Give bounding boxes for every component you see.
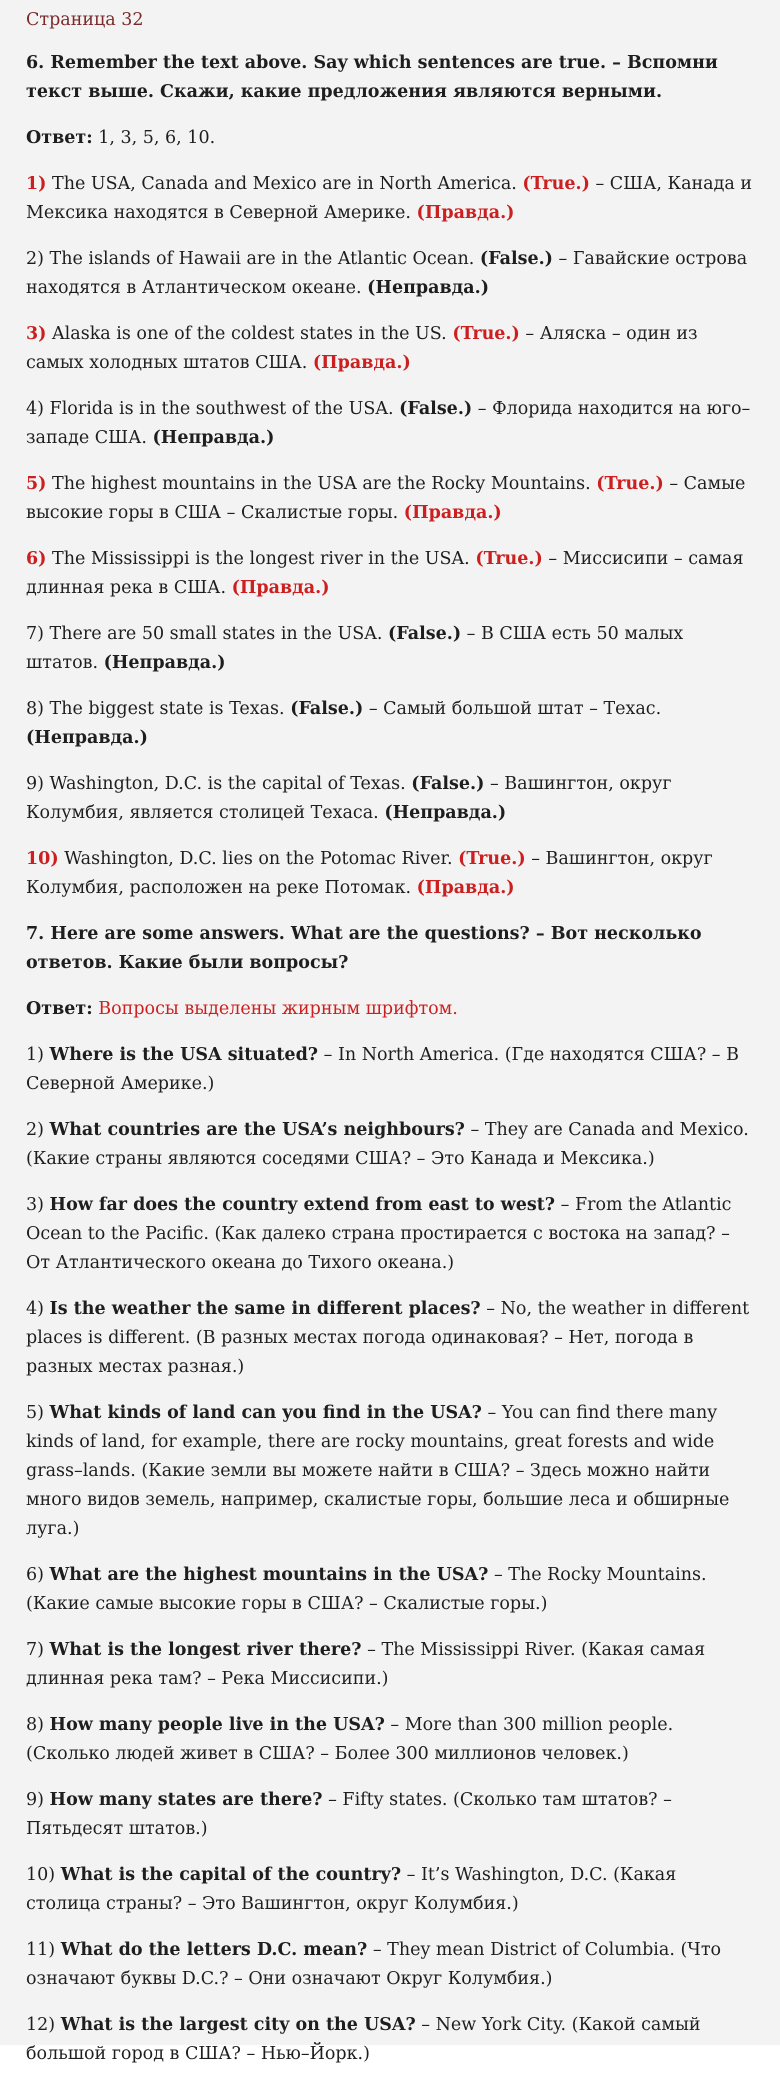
item-number: 4)	[26, 1299, 44, 1319]
question-text: What is the longest river there?	[49, 1640, 362, 1660]
translation-verdict: (Неправда.)	[152, 428, 275, 448]
answer-text: – More than 300 million people. (Сколько людей живет в США? – Более 300 миллионов человек.)	[26, 1715, 674, 1764]
answer-value: 1, 3, 5, 6, 10.	[98, 128, 216, 148]
answer-label: Ответ:	[26, 999, 93, 1019]
statement-item	[26, 845, 756, 903]
question-text: Where is the USA situated?	[49, 1045, 319, 1065]
translation-text: – Самый большой штат – Техас.	[368, 699, 662, 719]
verdict-label: (True.)	[522, 174, 590, 194]
item-number: 12)	[26, 2015, 56, 2035]
verdict-label: (False.)	[399, 399, 473, 419]
question-item	[26, 1636, 756, 1694]
answer-label: Ответ:	[26, 128, 93, 148]
verdict-label: (True.)	[458, 849, 526, 869]
verdict-label: (False.)	[290, 699, 364, 719]
answer-text: – The Mississippi River. (Какая самая длинная река там? – Река Миссисипи.)	[26, 1640, 706, 1689]
statement-text: Washington, D.C. is the capital of Texas.	[49, 774, 406, 794]
answer-text: – It’s Washington, D.C. (Какая столица страны? – Это Вашингтон, округ Колумбия.)	[26, 1865, 677, 1914]
statement-item	[26, 695, 756, 753]
question-item	[26, 1116, 756, 1174]
translation-verdict: (Неправда.)	[103, 653, 226, 673]
question-text: How many states are there?	[49, 1790, 323, 1810]
item-number: 2)	[26, 249, 44, 269]
item-number: 8)	[26, 1715, 44, 1735]
translation-text: – Вашингтон, округ Колумбия, является столицей Техаса.	[26, 774, 672, 823]
statement-text: Washington, D.C. lies on the Potomac River.	[64, 849, 453, 869]
translation-text: – Гавайские острова находятся в Атлантическом океане.	[26, 249, 748, 298]
item-number: 6)	[26, 549, 47, 569]
translation-verdict: (Неправда.)	[367, 278, 489, 298]
answer-text: – In North America. (Где находятся США? – В Северной Америке.)	[26, 1045, 739, 1094]
statement-item	[26, 170, 756, 228]
question-text: What kinds of land can you find in the USA?	[49, 1403, 482, 1423]
item-number: 6)	[26, 1565, 44, 1585]
statement-item	[26, 470, 756, 528]
item-number: 1)	[26, 174, 47, 194]
translation-verdict: (Правда.)	[403, 503, 502, 523]
statement-text: Alaska is one of the coldest states in the US.	[52, 324, 447, 344]
statement-text: The USA, Canada and Mexico are in North America.	[52, 174, 517, 194]
statement-text: The Mississippi is the longest river in the USA.	[52, 549, 470, 569]
article-content	[26, 6, 756, 2086]
question-text: What is the capital of the country?	[60, 1865, 402, 1885]
statement-text: There are 50 small states in the USA.	[49, 624, 383, 644]
verdict-label: (True.)	[475, 549, 543, 569]
item-number: 3)	[26, 324, 47, 344]
item-number: 7)	[26, 1640, 44, 1660]
exercise-6-answer	[26, 124, 756, 153]
exercise-6-heading: 6. Remember the text above. Say which sentences are true. – Вспомни текст выше. Скажи, какие предложения являются верными.	[26, 53, 718, 102]
item-number: 5)	[26, 474, 47, 494]
answer-text: – From the Atlantic Ocean to the Pacific. (Как далеко страна простирается с востока на запад? – От Атлантического океана до Тихого океана.)	[26, 1195, 732, 1273]
translation-text: – Самые высокие горы в США – Скалистые горы.	[26, 474, 746, 523]
question-text: How many people live in the USA?	[49, 1715, 385, 1735]
question-text: What do the letters D.C. mean?	[60, 1940, 368, 1960]
statement-item	[26, 245, 756, 303]
exercise-7-answer	[26, 995, 756, 1024]
item-number: 4)	[26, 399, 44, 419]
question-item	[26, 1561, 756, 1619]
translation-verdict: (Правда.)	[231, 578, 330, 598]
question-item	[26, 1191, 756, 1278]
translation-text: – В США есть 50 малых штатов.	[26, 624, 684, 673]
translation-text: – Миссисипи – самая длинная река в США.	[26, 549, 744, 598]
answer-text: – Fifty states. (Сколько там штатов? – Пятьдесят штатов.)	[26, 1790, 672, 1839]
question-item	[26, 1041, 756, 1099]
question-item	[26, 1711, 756, 1769]
question-text: How far does the country extend from east to west?	[49, 1195, 556, 1215]
question-text: What is the largest city on the USA?	[60, 2015, 416, 2035]
translation-text: – Аляска – один из самых холодных штатов США.	[26, 324, 698, 373]
answer-text: – No, the weather in different places is different. (В разных местах погода одинаковая? – Нет, погода в разных местах разная.)	[26, 1299, 750, 1377]
translation-verdict: (Неправда.)	[384, 803, 507, 823]
item-number: 11)	[26, 1940, 56, 1960]
item-number: 3)	[26, 1195, 44, 1215]
question-item	[26, 1295, 756, 1382]
exercise-6-list	[26, 170, 756, 903]
translation-verdict: (Правда.)	[416, 203, 515, 223]
verdict-label: (True.)	[452, 324, 520, 344]
statement-item	[26, 620, 756, 678]
answer-note: Вопросы выделены жирным шрифтом.	[98, 999, 458, 1019]
item-number: 10)	[26, 1865, 56, 1885]
statement-item	[26, 545, 756, 603]
question-item	[26, 1861, 756, 1919]
translation-text: – Вашингтон, округ Колумбия, расположен на реке Потомак.	[26, 849, 713, 898]
translation-text: – США, Канада и Мексика находятся в Северной Америке.	[26, 174, 753, 223]
answer-text: – The Rocky Mountains. (Какие самые высокие горы в США? – Скалистые горы.)	[26, 1565, 707, 1614]
translation-verdict: (Правда.)	[312, 353, 411, 373]
answer-text: – They are Canada and Mexico. (Какие страны являются соседями США? – Это Канада и Мексика.)	[26, 1120, 749, 1169]
translation-text: – Флорида находится на юго–западе США.	[26, 399, 751, 448]
statement-text: The highest mountains in the USA are the Rocky Mountains.	[52, 474, 591, 494]
item-number: 8)	[26, 699, 44, 719]
translation-verdict: (Неправда.)	[26, 728, 148, 748]
translation-verdict: (Правда.)	[416, 878, 515, 898]
answer-text: – They mean District of Columbia. (Что означают буквы D.C.? – Они означают Округ Колумбия.)	[26, 1940, 722, 1989]
answer-text: – New York City. (Какой самый большой город в США? – Нью–Йорк.)	[26, 2015, 701, 2064]
verdict-label: (False.)	[411, 774, 485, 794]
question-text: What are the highest mountains in the USA?	[49, 1565, 489, 1585]
question-item	[26, 1786, 756, 1844]
question-item	[26, 2011, 756, 2069]
verdict-label: (True.)	[596, 474, 664, 494]
item-number: 5)	[26, 1403, 44, 1423]
statement-text: The biggest state is Texas.	[49, 699, 285, 719]
statement-item	[26, 320, 756, 378]
verdict-label: (False.)	[388, 624, 462, 644]
exercise-7-heading: 7. Here are some answers. What are the questions? – Вот несколько ответов. Какие были вопросы?	[26, 924, 702, 973]
item-number: 2)	[26, 1120, 44, 1140]
item-number: 10)	[26, 849, 59, 869]
item-number: 9)	[26, 774, 44, 794]
question-item	[26, 1399, 756, 1544]
page-label: Страница 32	[26, 10, 144, 30]
statement-text: Florida is in the southwest of the USA.	[49, 399, 394, 419]
answer-text: – You can find there many kinds of land, for example, there are rocky mountains, great forests and wide grass–lands. (Какие земли вы можете найти в США? – Здесь можно найти много видов земель, например, скалистые горы, большие леса и обширные луга.)	[26, 1403, 730, 1539]
item-number: 1)	[26, 1045, 44, 1065]
exercise-7-list	[26, 1041, 756, 2069]
statement-text: The islands of Hawaii are in the Atlantic Ocean.	[49, 249, 475, 269]
statement-item	[26, 770, 756, 828]
question-text: What countries are the USA’s neighbours?	[49, 1120, 465, 1140]
verdict-label: (False.)	[479, 249, 553, 269]
item-number: 9)	[26, 1790, 44, 1810]
statement-item	[26, 395, 756, 453]
question-item	[26, 1936, 756, 1994]
item-number: 7)	[26, 624, 44, 644]
question-text: Is the weather the same in different places?	[49, 1299, 481, 1319]
